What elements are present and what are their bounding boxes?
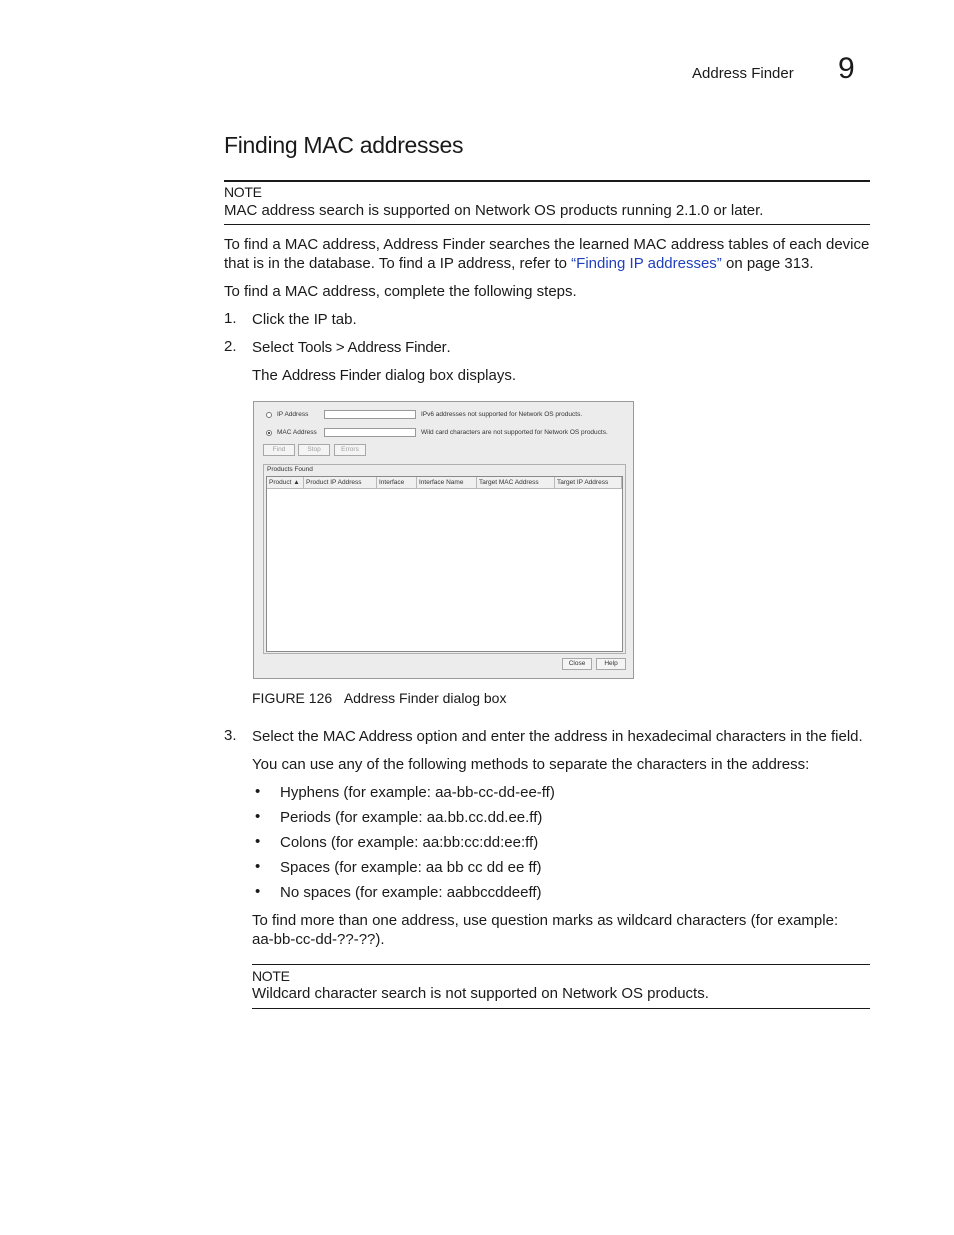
column-header-product[interactable] <box>267 477 304 489</box>
step-1-pre: Click the <box>252 311 314 328</box>
intro-page-ref: on page 313. <box>721 255 814 272</box>
step-2-pre: Select <box>252 339 298 356</box>
bullet-colons: Colons (for example: aa:bb:cc:dd:ee:ff) <box>280 834 539 851</box>
wildcard-line-2: aa-bb-cc-dd-??-??). <box>252 931 385 948</box>
note-2-label: NOTE <box>252 968 290 984</box>
bullet-icon: • <box>255 833 261 850</box>
bullet-icon: • <box>255 858 261 875</box>
methods-intro: You can use any of the following methods to separate the characters in the address: <box>252 756 810 773</box>
steps-intro: To find a MAC address, complete the following steps. <box>224 283 577 300</box>
bullet-icon: • <box>255 808 261 825</box>
intro-text: that is in the database. To find a IP address, refer to <box>224 255 572 272</box>
intro-line-2 <box>224 254 814 273</box>
note-2-bottom-rule <box>252 1008 870 1009</box>
step-1-number: 1. <box>224 310 237 327</box>
step-3-pre: Select the <box>252 728 323 745</box>
ip-address-radio[interactable] <box>266 412 272 418</box>
mac-address-label: MAC Address <box>277 429 317 436</box>
mac-address-input[interactable] <box>324 428 416 437</box>
bullet-periods: Periods (for example: aa.bb.cc.dd.ee.ff) <box>280 809 543 826</box>
wildcard-line-1: To find more than one address, use question marks as wildcard characters (for example: <box>252 912 839 929</box>
step-3-text <box>252 727 863 746</box>
bullet-icon: • <box>255 783 261 800</box>
column-header-interface-name[interactable]: Interface Name <box>417 477 477 489</box>
ip-address-label: IP Address <box>277 411 309 418</box>
note-label: NOTE <box>224 184 262 200</box>
note-top-rule <box>224 180 870 182</box>
close-button[interactable]: Close <box>562 658 592 670</box>
figure-caption-text: Address Finder dialog box <box>343 690 507 706</box>
step-3-number: 3. <box>224 727 237 744</box>
sort-ascending-icon: ▲ <box>293 479 300 486</box>
step-2-result-pre: The <box>252 367 283 384</box>
figure-label: FIGURE 126 <box>252 690 333 706</box>
help-button[interactable]: Help <box>596 658 626 670</box>
page-title: Finding MAC addresses <box>224 132 464 158</box>
column-header-product-label: Product <box>269 479 292 486</box>
products-found-panel <box>263 464 626 654</box>
products-table[interactable] <box>266 476 623 652</box>
mac-address-hint: Wild card characters are not supported for Network OS products. <box>421 429 608 436</box>
address-finder-dialog <box>253 401 634 679</box>
column-header-interface[interactable]: Interface <box>377 477 417 489</box>
running-header-section: Address Finder <box>692 65 794 82</box>
step-2-result <box>252 366 516 385</box>
step-2-result-post: dialog box displays. <box>380 367 517 384</box>
step-2-ui: Tools > Address Finder <box>297 339 447 356</box>
find-button[interactable]: Find <box>263 444 295 456</box>
products-found-label: Products Found <box>267 466 313 473</box>
step-2-result-ui: Address Finder <box>282 367 381 384</box>
finding-ip-addresses-link[interactable]: “Finding IP addresses” <box>571 255 722 272</box>
note-bottom-rule <box>224 224 870 225</box>
step-3-ui: MAC Address <box>322 728 413 745</box>
step-3-post: option and enter the address in hexadecimal characters in the field. <box>412 728 863 745</box>
ip-address-hint: IPv6 addresses not supported for Network OS products. <box>421 411 583 418</box>
step-2-text <box>252 338 451 357</box>
bullet-icon: • <box>255 883 261 900</box>
ip-address-input[interactable] <box>324 410 416 419</box>
stop-button[interactable]: Stop <box>298 444 330 456</box>
note-2-text: Wildcard character search is not supported on Network OS products. <box>252 985 709 1002</box>
bullet-spaces: Spaces (for example: aa bb cc dd ee ff) <box>280 859 542 876</box>
intro-line-1: To find a MAC address, Address Finder searches the learned MAC address tables of each device <box>224 236 870 253</box>
step-2-post: . <box>446 339 451 356</box>
chapter-number: 9 <box>838 52 855 85</box>
column-header-product-ip[interactable]: Product IP Address <box>304 477 377 489</box>
bullet-hyphens: Hyphens (for example: aa-bb-cc-dd-ee-ff) <box>280 784 555 801</box>
bullet-no-spaces: No spaces (for example: aabbccddeeff) <box>280 884 542 901</box>
column-header-target-mac[interactable]: Target MAC Address <box>477 477 555 489</box>
step-1-ui: IP <box>313 311 328 328</box>
note-text: MAC address search is supported on Network OS products running 2.1.0 or later. <box>224 202 764 219</box>
step-2-number: 2. <box>224 338 237 355</box>
mac-address-radio[interactable] <box>266 430 272 436</box>
figure-caption <box>252 690 506 706</box>
step-1-text <box>252 310 357 329</box>
step-1-post: tab. <box>327 311 357 328</box>
column-header-target-ip[interactable]: Target IP Address <box>555 477 622 489</box>
errors-button[interactable]: Errors <box>334 444 366 456</box>
note-2-top-rule <box>252 964 870 965</box>
